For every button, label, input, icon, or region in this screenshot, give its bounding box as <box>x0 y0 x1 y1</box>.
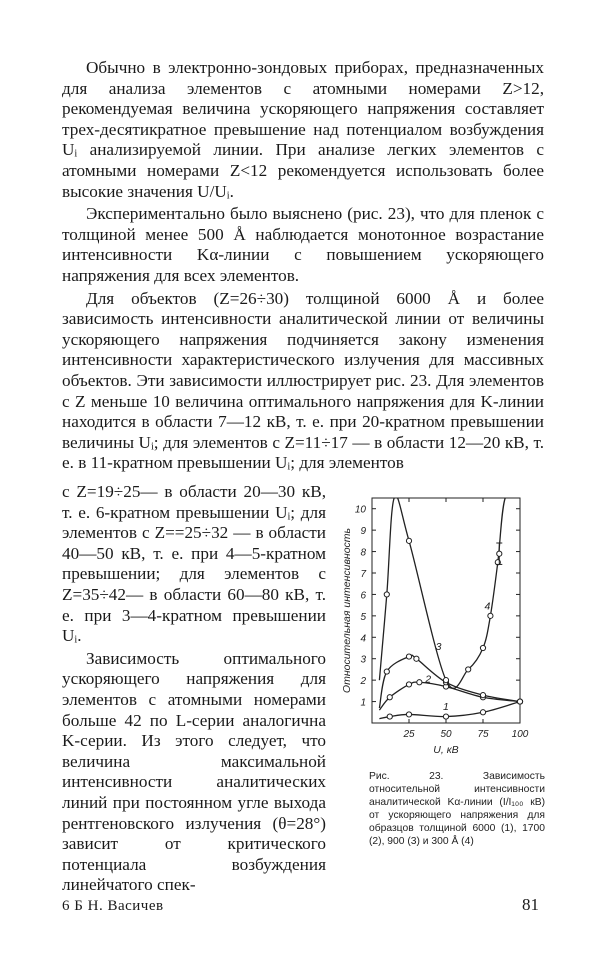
data-point <box>480 710 485 715</box>
series-label-4: 4 <box>484 600 491 613</box>
series-label-1: 1 <box>443 701 449 714</box>
paragraph-2: Экспериментально было выяснено (рис. 23), что для пленок с толщиной менее 500 Å наблюдается монотонное возрастание интенсивности Kα-линии с повышением ускоряющего напряжения для всех элементов. <box>62 204 544 285</box>
data-point <box>406 654 411 659</box>
data-point <box>406 682 411 687</box>
figure-caption: Рис. 23. Зависимость относительной интенсивности аналитической Kα-линии (I/I₁₀₀ кВ) от ускоряющего напряжения для образцов толщиной 6000 (1), 1700 (2), 900 (3) и 300 Å (4) <box>369 771 545 847</box>
y-tick-label: 2 <box>360 676 366 688</box>
x-tick-label: 25 <box>403 729 415 740</box>
y-axis-label: Относительная интенсивность <box>341 527 353 694</box>
intensity-chart <box>330 488 550 768</box>
data-point <box>480 645 485 650</box>
series-line-1 <box>379 702 520 719</box>
series-label-2: 2 <box>425 673 432 686</box>
series-label-3: 3 <box>435 641 442 654</box>
x-tick-label: 50 <box>440 729 452 740</box>
data-point <box>384 592 389 597</box>
series-line-4 <box>379 493 520 688</box>
wrapped-text <box>62 482 326 896</box>
x-tick-label: 75 <box>477 729 489 740</box>
error-bar-point <box>497 551 502 556</box>
main-text <box>62 58 544 474</box>
x-tick-label: 100 <box>511 729 529 740</box>
data-point <box>488 613 493 618</box>
data-point <box>517 699 522 704</box>
signature-mark: 6 Б Н. Васичев <box>62 898 164 914</box>
y-tick-label: 1 <box>360 697 366 709</box>
paragraph-5: Зависимость оптимального ускоряющего напряжения для элементов с атомными номерами больше 42 по L-серии аналогична K-серии. Из этого следует, что величина максимальной интенсивности аналитических линий при постоянном угле выхода рентгеновского излучения (θ=28°) зависит от критического потенциала возбуждения линейчатого спек- <box>62 648 326 895</box>
y-tick-label: 10 <box>354 504 366 516</box>
data-point <box>443 678 448 683</box>
x-axis-label: U, кВ <box>433 744 459 756</box>
data-point <box>466 667 471 672</box>
data-point <box>417 680 422 685</box>
data-point <box>406 538 411 543</box>
data-point <box>480 693 485 698</box>
data-point <box>384 669 389 674</box>
paragraph-4: с Z=19÷25— в области 20—30 кВ, т. е. 6-кратном превышении Uᵢ; для элементов с Z==25÷32 — в области 40—50 кВ, т. е. при 4—5-кратном превышении; для элементов с Z=35÷42— в области 60—80 кВ, т. е. при 3—4-кратном превышении Uᵢ. <box>62 482 326 646</box>
y-tick-label: 5 <box>360 611 366 623</box>
y-tick-label: 4 <box>360 633 366 645</box>
data-point <box>387 714 392 719</box>
y-tick-label: 8 <box>360 547 366 559</box>
paragraph-1: Обычно в электронно-зондовых приборах, предназначенных для анализа элементов с атомными номерами Z>12, рекомендуемая величина ускоряющего напряжения составляет трех-десятикратное превышение над потенциалом возбуждения Uᵢ анализируемой линии. При анализе легких элементов с атомными номерами Z<12 рекомендуется использовать более высокие значения U/Uᵢ. <box>62 58 544 201</box>
data-point <box>414 656 419 661</box>
data-point <box>387 695 392 700</box>
y-tick-label: 3 <box>360 654 366 666</box>
paragraph-3: Для объектов (Z=26÷30) толщиной 6000 Å и более зависимость интенсивности аналитической линии от величины ускоряющего напряжения подчиняется закону изменения интенсивности характеристического излучения для массивных объектов. Эти зависимости иллюстрирует рис. 23. Для элементов с Z меньше 10 величина оптимального напряжения для K-линии находится в области 7—12 кВ, т. е. при 20-кратном превышении величины Uᵢ; для элементов с Z=11÷17 — в области 12—20 кВ, т. е. в 11-кратном превышении Uᵢ; для элементов <box>62 288 544 473</box>
y-tick-label: 7 <box>360 569 366 580</box>
y-tick-label: 6 <box>360 590 366 602</box>
data-point <box>406 712 411 717</box>
data-point <box>443 714 448 719</box>
page-number: 81 <box>522 895 539 914</box>
y-tick-label: 9 <box>360 526 366 538</box>
